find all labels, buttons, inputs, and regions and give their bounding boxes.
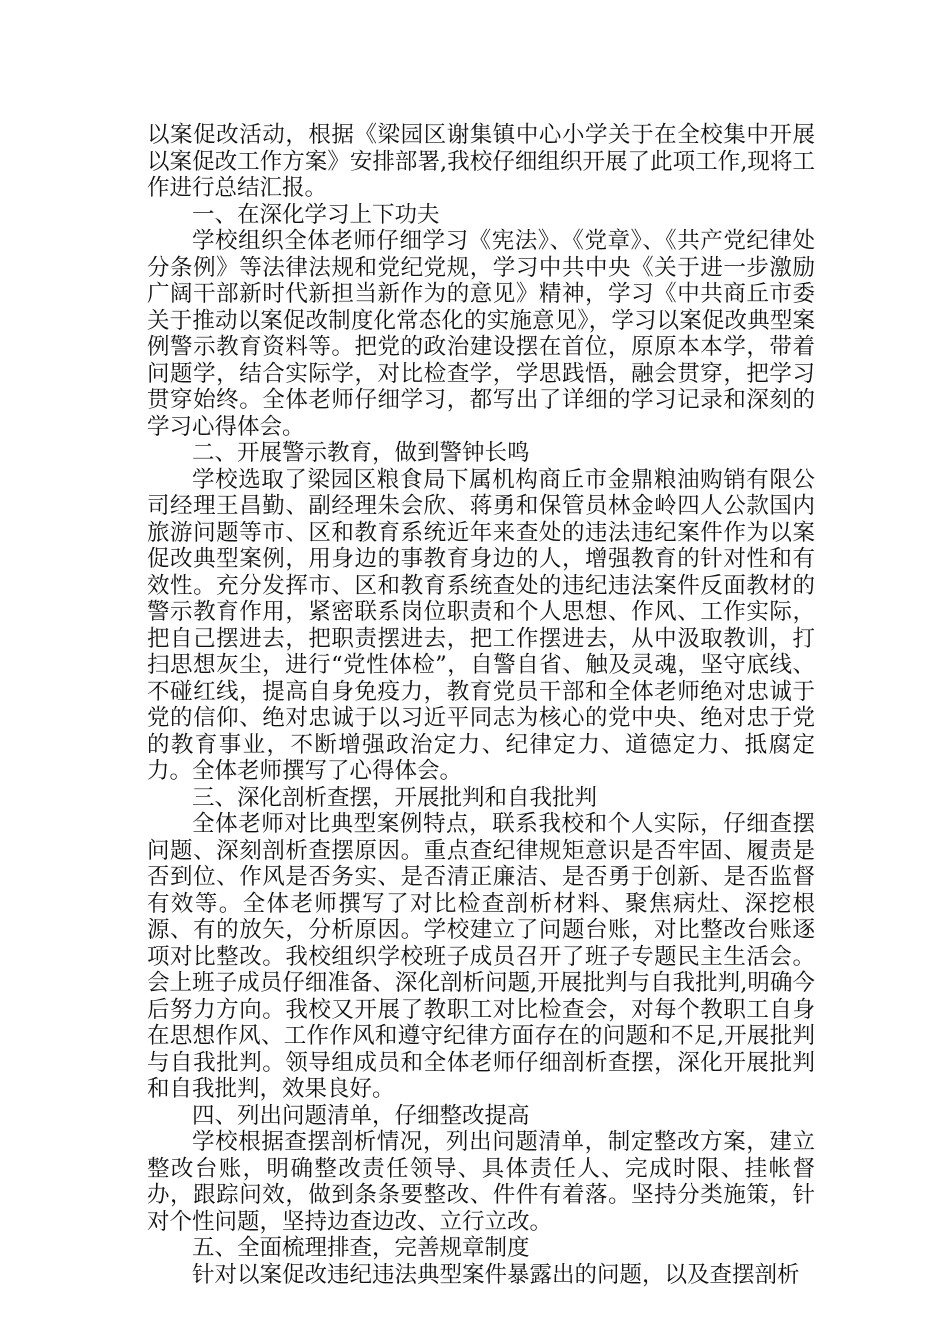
section-paragraph-4: 学校根据查摆剖析情况，列出问题清单，制定整改方案，建立整改台账，明确整改责任领导、具体责任人、完成时限、挂帐督办，跟踪问效，做到条条要整改、件件有着落。坚持分类施策，针对个性问题，坚持边查边改、立行立改。 [147, 1129, 815, 1235]
section-heading-3: 三、深化剖析查摆，开展批判和自我批判 [192, 784, 598, 811]
section-paragraph-5: 针对以案促改违纪违法典型案件暴露出的问题，以及查摆剖析 [192, 1261, 800, 1288]
document-body [147, 122, 815, 1288]
section-heading-2: 二、开展警示教育，做到警钟长鸣 [192, 440, 530, 466]
intro-paragraph: 以案促改活动，根据《梁园区谢集镇中心小学关于在全校集中开展以案促改工作方案》安排部署,我校仔细组织开展了此项工作,现将工作进行总结汇报。 [147, 122, 815, 201]
section-paragraph-1: 学校组织全体老师仔细学习《宪法》、《党章》、《共产党纪律处分条例》等法律法规和党纪党规，学习中共中央《关于进一步激励广阔干部新时代新担当新作为的意见》精神，学习《中共商丘市委关于推动以案促改制度化常态化的实施意见》，学习以案促改典型案例警示教育资料等。把党的政治建设摆在首位，原原本本学，带着问题学，结合实际学，对比检查学，学思践悟，融会贯穿，把学习贯穿始终。全体老师仔细学习，都写出了详细的学习记录和深刻的学习心得体会。 [147, 228, 815, 440]
section-heading-1: 一、在深化学习上下功夫 [192, 201, 440, 228]
section-paragraph-2: 学校选取了梁园区粮食局下属机构商丘市金鼎粮油购销有限公司经理王昌勤、副经理朱会欣、蒋勇和保管员林金岭四人公款国内旅游问题等市、区和教育系统近年来查处的违法违纪案件作为以案促改典型案例，用身边的事教育身边的人，增强教育的针对性和有效性。充分发挥市、区和教育系统查处的违纪违法案件反面教材的警示教育作用，紧密联系岗位职责和个人思想、作风、工作实际，把自己摆进去，把职责摆进去，把工作摆进去，从中汲取教训，打扫思想灰尘，进行“党性体检”，自警自省、触及灵魂，坚守底线、不碰红线，提高自身免疫力，教育党员干部和全体老师绝对忠诚于党的信仰、绝对忠诚于以习近平同志为核心的党中央、绝对忠于党的教育事业，不断增强政治定力、纪律定力、道德定力、抵腐定力。全体老师撰写了心得体会。 [147, 466, 815, 784]
section-heading-4: 四、列出问题清单，仔细整改提高 [192, 1102, 530, 1129]
section-paragraph-3: 全体老师对比典型案例特点，联系我校和个人实际，仔细查摆问题、深刻剖析查摆原因。重点查纪律规矩意识是否牢固、履责是否到位、作风是否务实、是否清正廉洁、是否勇于创新、是否监督有效等。全体老师撰写了对比检查剖析材料、聚焦病灶、深挖根源、有的放矢，分析原因。学校建立了问题台账，对比整改台账逐项对比整改。我校组织学校班子成员召开了班子专题民主生活会。会上班子成员仔细准备、深化剖析问题,开展批判与自我批判,明确今后努力方向。我校又开展了教职工对比检查会，对每个教职工自身在思想作风、工作作风和遵守纪律方面存在的问题和不足,开展批判与自我批判。领导组成员和全体老师仔细剖析查摆，深化开展批判和自我批判，效果良好。 [147, 811, 815, 1102]
section-heading-5: 五、全面梳理排查，完善规章制度 [192, 1235, 530, 1261]
